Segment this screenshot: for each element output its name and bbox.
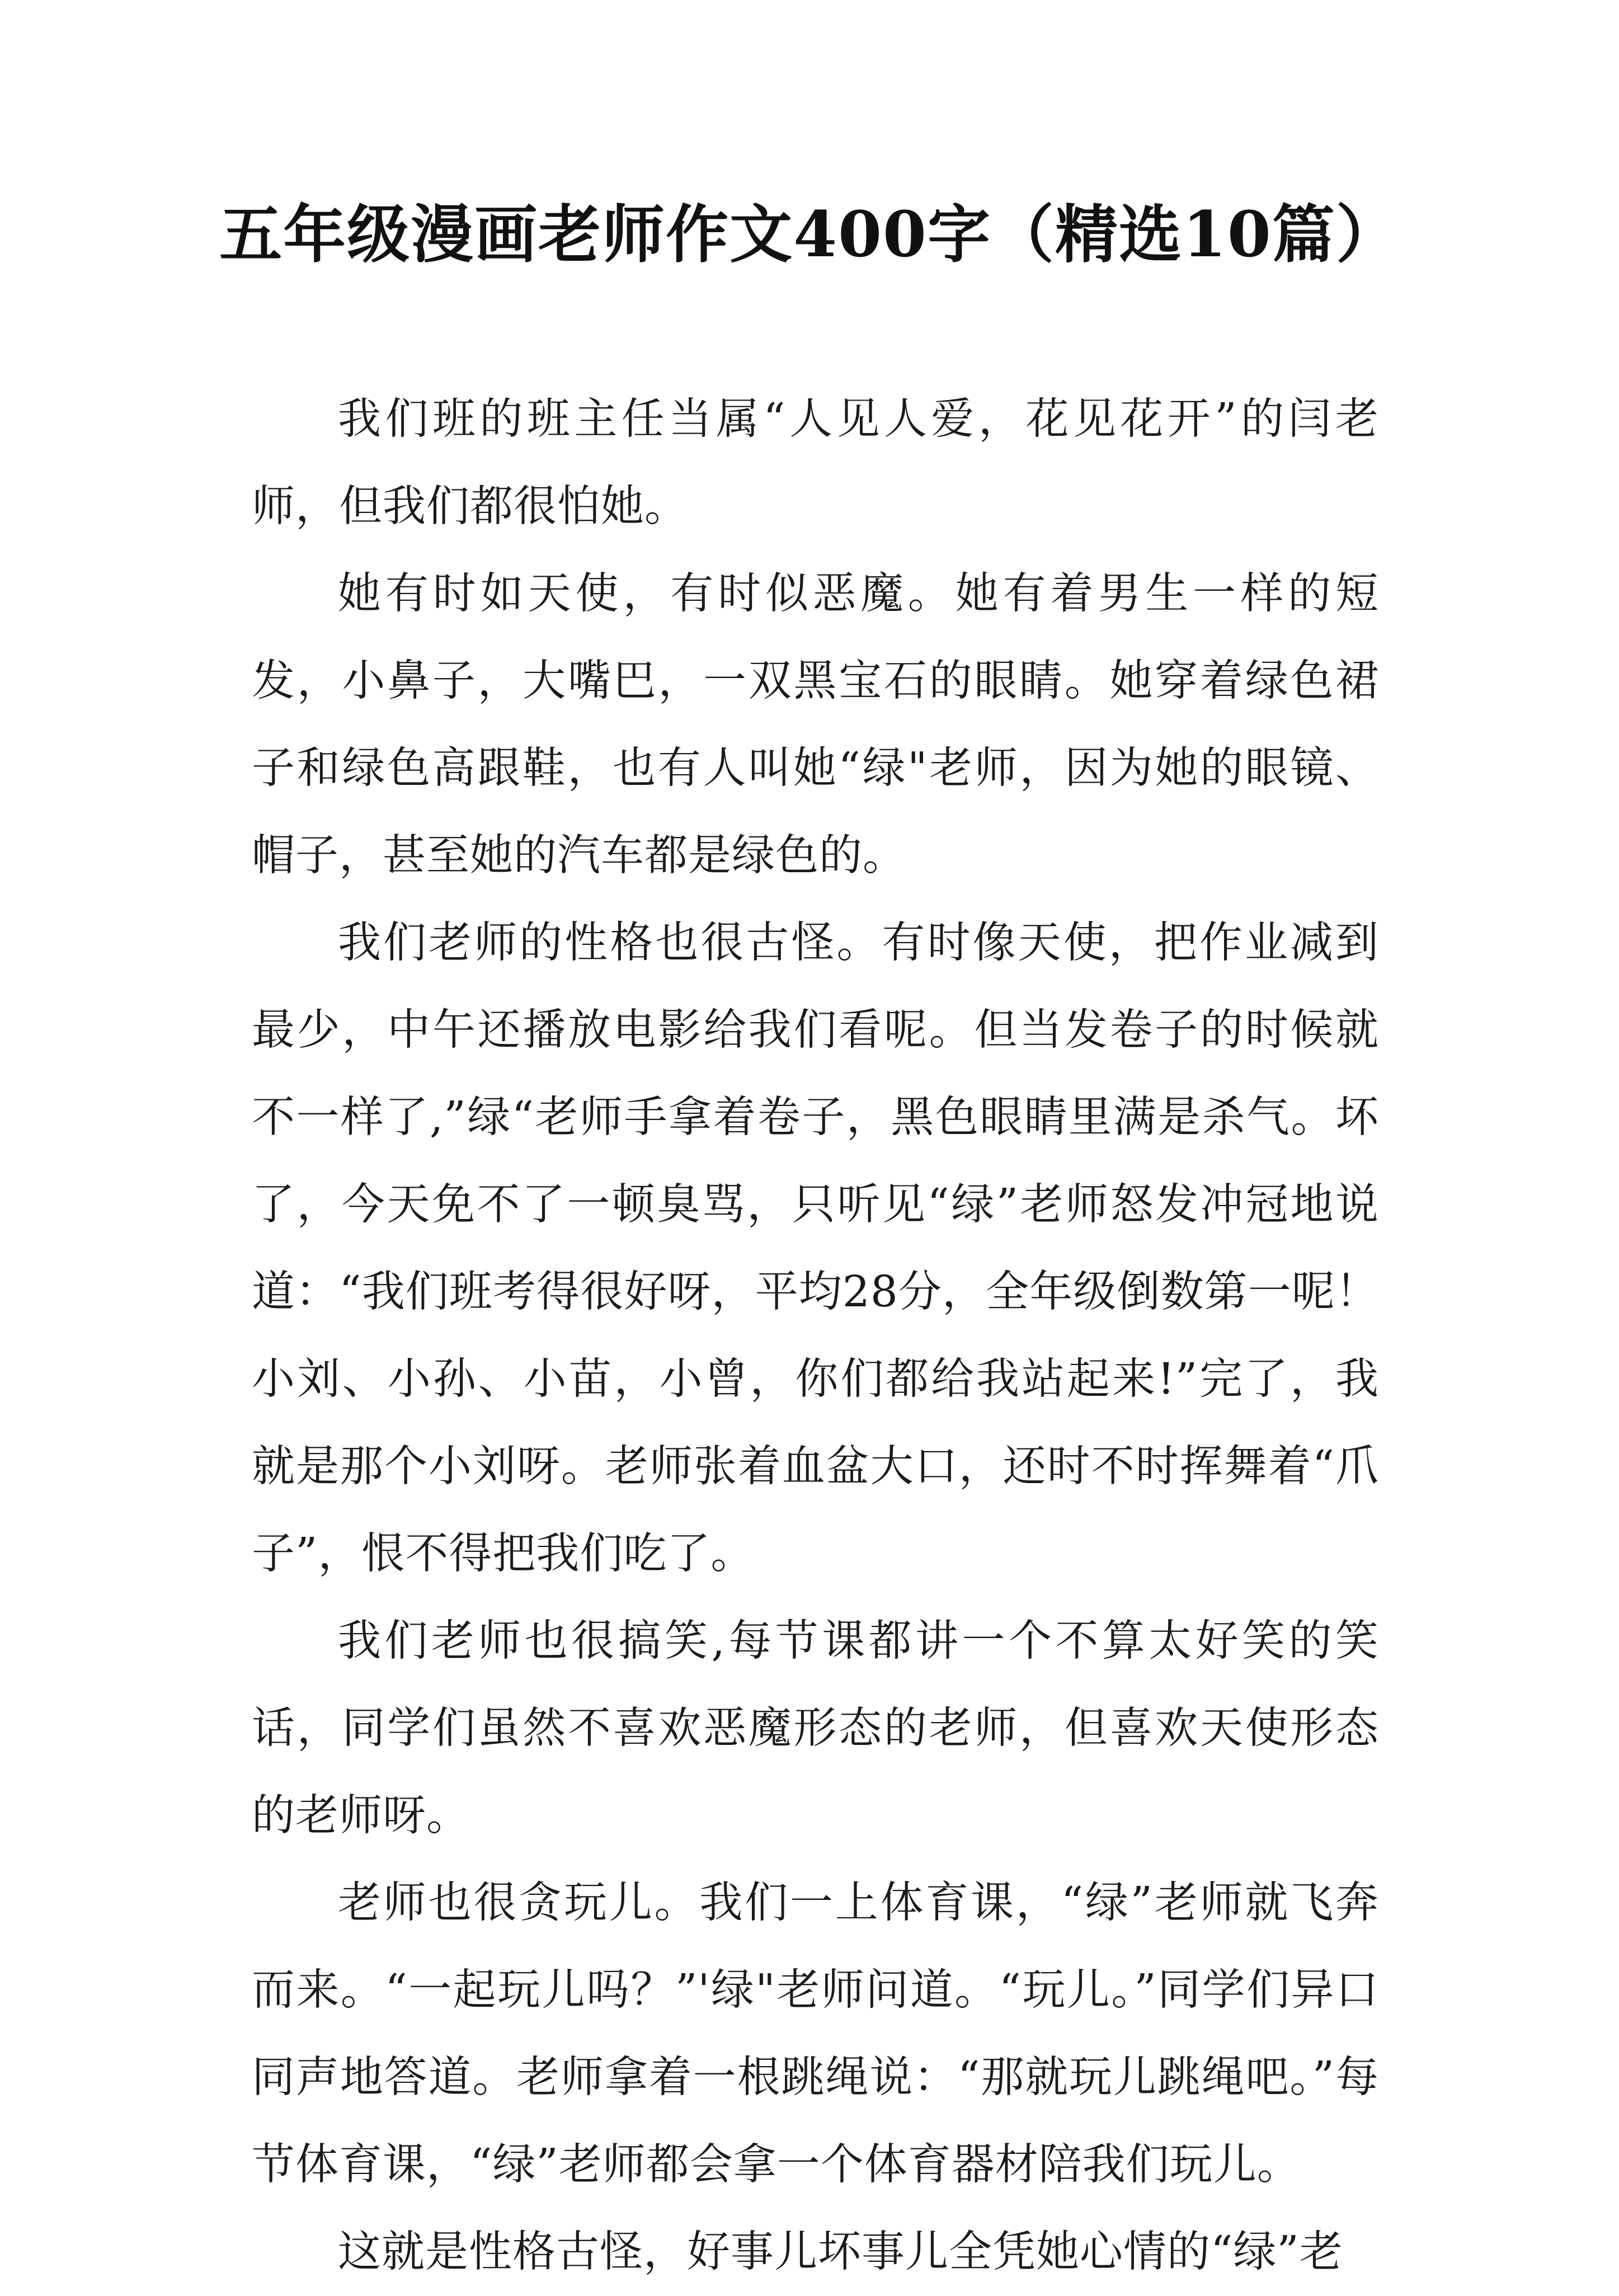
- paragraph: 她有时如天使，有时似恶魔。她有着男生一样的短发，小鼻子，大嘴巴，一双黑宝石的眼睛。她穿着绿色裙子和绿色高跟鞋，也有人叫她“绿"老师，因为她的眼镜、帽子，甚至她的汽车都是绿色的。: [252, 569, 1379, 881]
- paragraph: 我们老师也很搞笑,每节课都讲一个不算太好笑的笑话，同学们虽然不喜欢恶魔形态的老师，但喜欢天使形态的老师呀。: [252, 1616, 1379, 1841]
- paragraph: 我们班的班主任当属“人见人爱，花见花开”的闫老师，但我们都很怕她。: [252, 394, 1379, 531]
- paragraph: 这就是性格古怪，好事儿坏事儿全凭她心情的“绿”老: [338, 2227, 1343, 2277]
- paragraph: 我们老师的性格也很古怪。有时像天使，把作业减到最少，中午还播放电影给我们看呢。但当发卷子的时候就不一样了,”绿“老师手拿着卷子，黑色眼睛里满是杀气。坏了，今天免不了一顿臭骂，只听见“绿”老师怒发冲冠地说道：“我们班考得很好呀，平均28分，全年级倒数第一呢！小刘、小孙、小苗，小曾，你们都给我站起来!”完了，我就是那个小刘呀。老师张着血盆大口，还时不时挥舞着“爪子”，恨不得把我们吃了。: [252, 918, 1379, 1579]
- paragraph: 老师也很贪玩儿。我们一上体育课，“绿”老师就飞奔而来。“一起玩儿吗？”'绿"老师问道。“玩儿。”同学们异口同声地答道。老师拿着一根跳绳说：“那就玩儿跳绳吧。”每节体育课，“绿”老师都会拿一个体育器材陪我们玩儿。: [252, 1878, 1379, 2190]
- document-body: [252, 376, 1379, 2296]
- document-title: 五年级漫画老师作文400字（精选10篇）: [219, 198, 1400, 271]
